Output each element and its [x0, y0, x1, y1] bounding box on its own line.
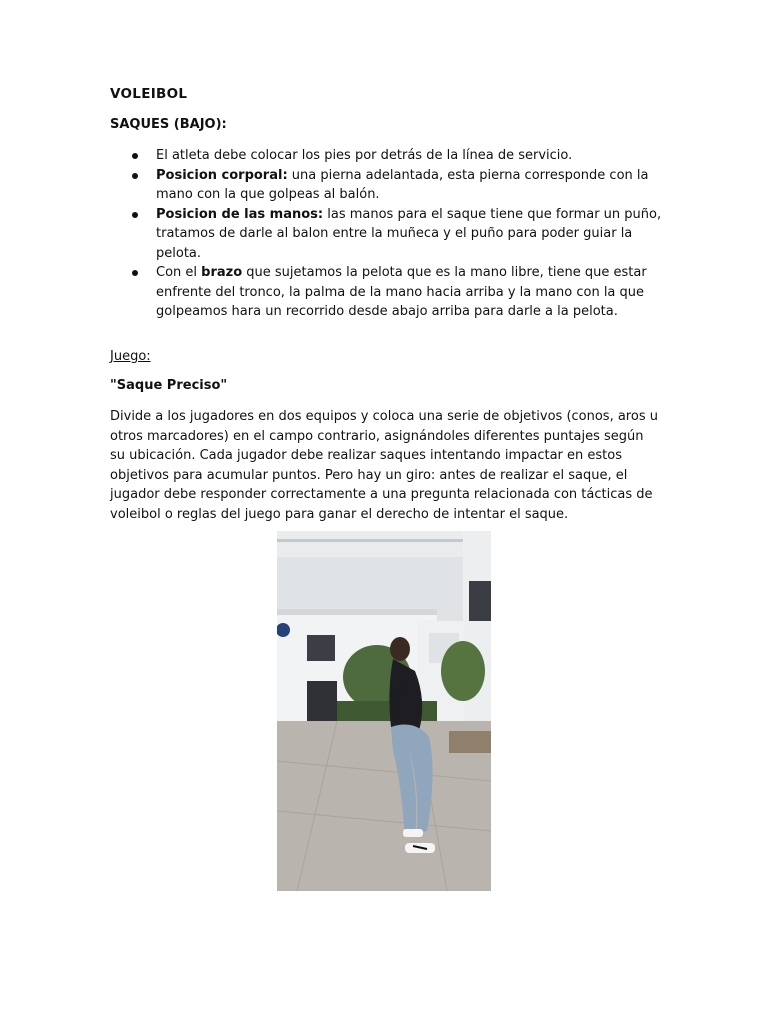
- bullet-text: que sujetamos la pelota que es la mano libre, tiene que estar enfrente del tronco, la palma de la mano hacia arriba y la mano con la que golpeamos hara un recorrido desde abajo arriba para darle a la pelota.: [156, 265, 647, 319]
- bullet-prefix: Con el: [156, 265, 202, 280]
- section-title: SAQUES (BAJO):: [110, 117, 227, 132]
- bullet-bold-label: Posicion corporal:: [156, 167, 288, 183]
- bullet-item: [110, 205, 665, 264]
- bullet-bold-label: Posicion de las manos:: [156, 206, 324, 222]
- document-title: VOLEIBOL: [110, 86, 188, 102]
- bullet-icon: [132, 212, 138, 218]
- bullet-text: las manos para el saque tiene que formar un puño, tratamos de darle al balon entre la muñeca y el puño para poder guiar la pelota.: [156, 206, 662, 261]
- bullet-list: [110, 146, 665, 322]
- bullet-item: [110, 263, 665, 322]
- bullet-bold-label: brazo: [201, 265, 243, 280]
- bullet-item: [110, 166, 665, 205]
- bullet-icon: [132, 153, 138, 159]
- bullet-item: [110, 146, 665, 166]
- bullet-text: una pierna adelantada, esta pierna corresponde con la mano con la que golpeas al balón.: [156, 167, 649, 202]
- bullet-text: El atleta debe colocar los pies por detrás de la línea de servicio.: [156, 148, 573, 163]
- photo-illustration: [277, 531, 491, 891]
- bullet-icon: [132, 270, 138, 276]
- bullet-icon: [132, 173, 138, 179]
- game-title: "Saque Preciso": [110, 378, 228, 393]
- game-description: Divide a los jugadores en dos equipos y coloca una serie de objetivos (conos, aros u otros marcadores) en el campo contrario, asignándoles diferentes puntajes según su ubicación. Cada jugador debe realizar saques intentando impactar en estos objetivos para acumular puntos. Pero hay un giro: antes de realizar el saque, el jugador debe responder correctamente a una pregunta relacionada con tácticas de voleibol o reglas del juego para ganar el derecho de intentar el saque.: [110, 409, 658, 522]
- game-heading: Juego:: [110, 349, 151, 364]
- volleyball-serve-photo: [277, 531, 491, 891]
